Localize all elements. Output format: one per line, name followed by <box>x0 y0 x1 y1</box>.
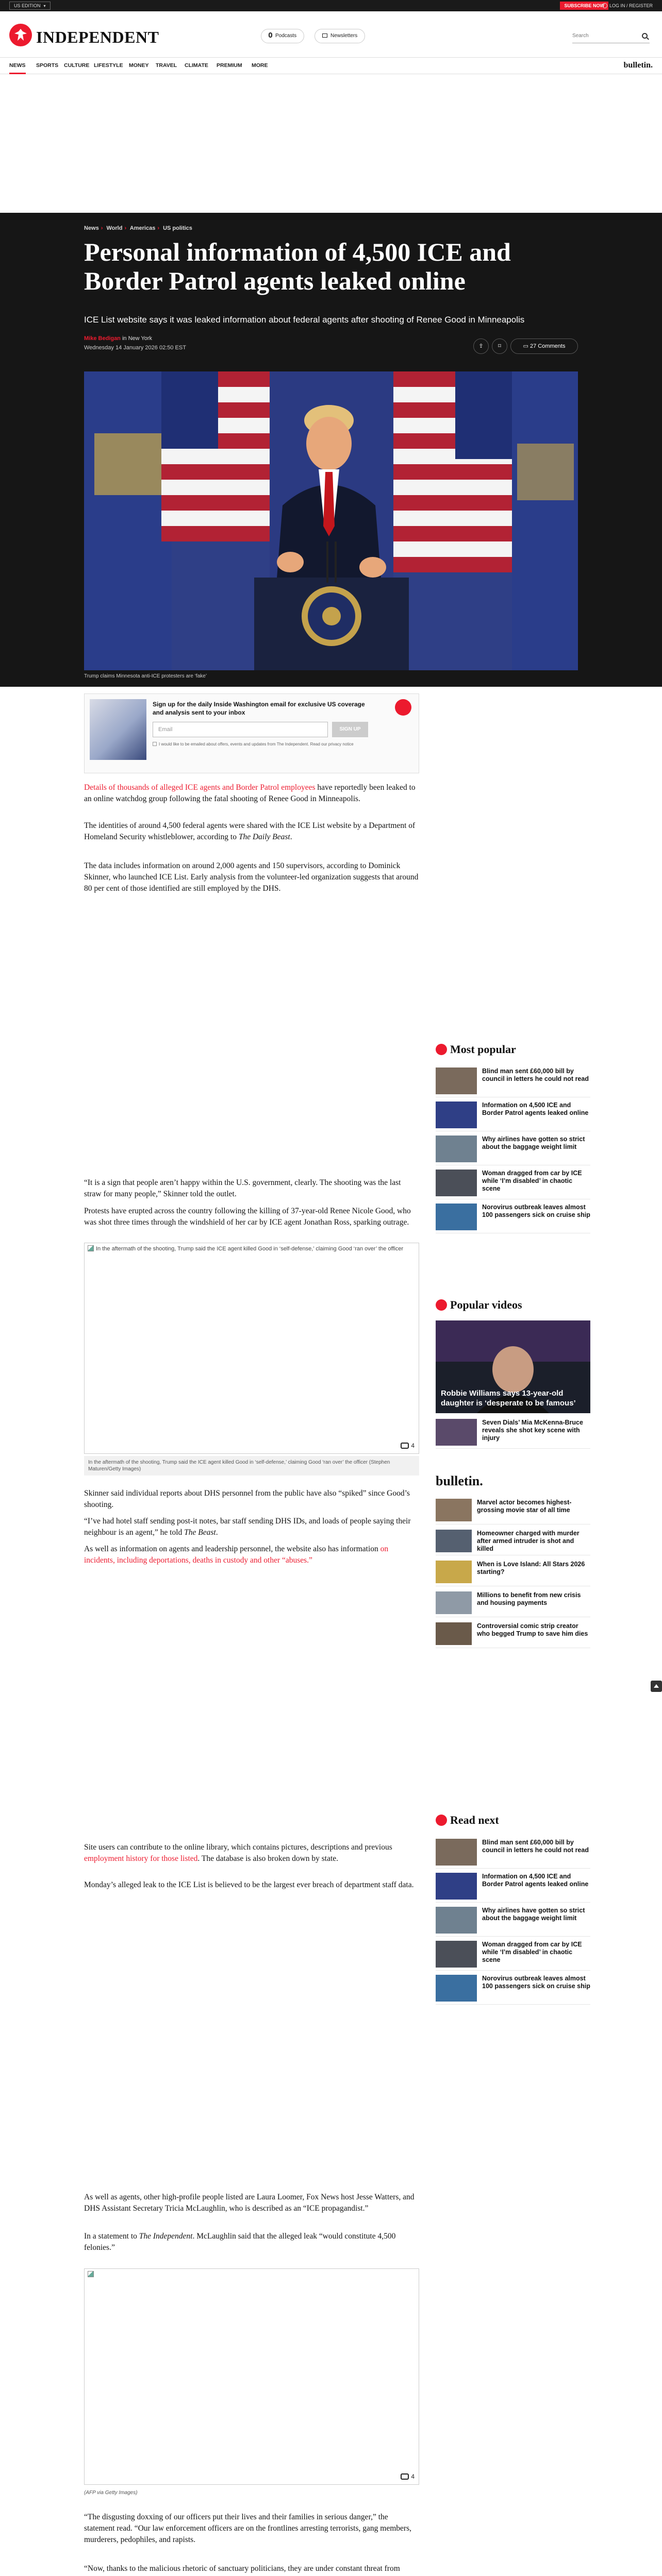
p9-link[interactable]: employment history for those listed <box>84 1854 198 1863</box>
most-popular-title: Most popular <box>450 1043 516 1056</box>
bulletin-heading: bulletin. <box>436 1473 483 1488</box>
site-header <box>0 11 662 58</box>
most-popular-item[interactable] <box>436 1167 590 1199</box>
nav-item-lifestyle[interactable]: LIFESTYLE <box>94 62 123 69</box>
read-next-item[interactable] <box>436 1939 590 1971</box>
popular-videos-title: Popular videos <box>450 1298 522 1311</box>
article-thumbnail <box>436 1204 477 1230</box>
bulletin-link: Marvel actor becomes highest-grossing movie star of all time <box>477 1499 572 1514</box>
user-icon <box>602 3 607 8</box>
signup-button[interactable]: SIGN UP <box>332 722 368 737</box>
eagle-icon <box>395 699 411 716</box>
nav-item-more[interactable]: MORE <box>252 62 268 69</box>
article-hero <box>0 213 662 687</box>
article-paragraph-4: “It is a sign that people aren’t happy within the U.S. government, clearly. The shooting was the last straw for many people,” Skinner told the outlet. <box>84 1178 401 1198</box>
hero-caption: Trump claims Minnesota anti-ICE protesters are ‘fake’ <box>84 673 207 679</box>
most-popular-link: Woman dragged from car by ICE while ‘I’m disabled’ in chaotic scene <box>482 1170 582 1192</box>
p9-rest: The database is also broken down by state. <box>201 1854 339 1863</box>
article-thumbnail <box>436 1561 472 1583</box>
most-popular-link: Information on 4,500 ICE and Border Patrol agents leaked online <box>482 1101 589 1116</box>
breadcrumb-us-politics[interactable]: US politics <box>163 225 192 231</box>
gallery-counter[interactable] <box>401 2473 415 2480</box>
edition-selector[interactable] <box>9 2 51 10</box>
img2-count: 4 <box>411 1442 415 1449</box>
article-paragraph-13: “The disgusting doxxing of our officers put their lives and their families in serious danger,” the statement read. “Our law enforcement officers are on the frontlines arresting terrorists, gang members, murderers, pedophiles, and rapists. <box>84 2513 411 2544</box>
newsletter-signup <box>84 693 419 773</box>
search-input[interactable] <box>572 29 650 43</box>
comments-count: 27 Comments <box>529 343 566 349</box>
article-thumbnail <box>436 1101 477 1128</box>
comments-button[interactable] <box>510 338 578 354</box>
breadcrumb-world[interactable]: World <box>106 225 123 231</box>
eagle-icon <box>436 1815 447 1826</box>
img3-count: 4 <box>411 2473 415 2480</box>
read-next-heading <box>436 1814 499 1827</box>
lead-rest: have reportedly been leaked to an online watchdog group following the fatal shooting of Renee Good in Minneapolis. <box>84 783 416 803</box>
envelope-icon <box>322 33 327 38</box>
page-title: Personal information of 4,500 ICE and Border Patrol agents leaked online <box>84 238 511 295</box>
newsletters-label: Newsletters <box>330 33 358 39</box>
image-alt-text <box>88 1245 403 1252</box>
article-image-2[interactable] <box>84 1243 419 1454</box>
p12-rest: McLaughlin said that the alleged leak “would constitute 4,500 felonies.” <box>84 2232 396 2252</box>
bulletin-item[interactable] <box>436 1497 590 1524</box>
p7-text: “I’ve had hotel staff sending post-it notes, bar staff sending DHS IDs, and loads of people saying their neighbour is an agent,” he told <box>84 1517 411 1537</box>
breadcrumb: News › World › Americas › US politics <box>84 225 192 231</box>
most-popular-link: Why airlines have gotten so strict about the baggage weight limit <box>482 1136 585 1150</box>
email-placeholder: Email <box>158 726 173 733</box>
eagle-icon <box>436 1299 447 1311</box>
read-next-item[interactable] <box>436 1871 590 1903</box>
lead-link[interactable]: Details of thousands of alleged ICE agents and Border Patrol employees <box>84 783 316 792</box>
subscribe-button[interactable]: SUBSCRIBE NOW <box>560 2 608 10</box>
bookmark-icon: ⌑ <box>498 343 501 349</box>
bulletin-item[interactable] <box>436 1558 590 1586</box>
article-paragraph-11: As well as agents, other high-profile people listed are Laura Loomer, Fox News host Jesse Watters, and DHS Assistant Secretary Tricia McLaughlin, who is described as an “ICE propagandist.” <box>84 2193 415 2213</box>
main-nav <box>0 58 662 74</box>
email-field[interactable] <box>153 722 328 737</box>
most-popular-item[interactable] <box>436 1065 590 1097</box>
p9-text: Site users can contribute to the online library, which contains pictures, descriptions and previous <box>84 1843 392 1852</box>
p2-publication: The Daily Beast <box>238 833 290 841</box>
search-placeholder: Search <box>572 33 589 39</box>
bulletin-link: Homeowner charged with murder after armed intruder is shot and killed <box>477 1530 580 1552</box>
nav-item-travel[interactable]: TRAVEL <box>156 62 177 69</box>
podcasts-label: Podcasts <box>275 33 297 39</box>
most-popular-link: Norovirus outbreak leaves almost 100 passengers sick on cruise ship <box>482 1204 590 1218</box>
login-link[interactable] <box>602 2 653 10</box>
most-popular-item[interactable] <box>436 1133 590 1165</box>
broken-image-icon <box>88 1245 94 1251</box>
broken-image-placeholder <box>88 2271 96 2278</box>
article-thumbnail <box>436 1873 477 1900</box>
p8-link[interactable]: on incidents, including deportations, deaths in custody and other “abuses.” <box>84 1545 389 1565</box>
article-paragraph-5: Protests have erupted across the country following the killing of 37-year-old Renee Nicole Good, who was shot three times through the windshield of her car by ICE agent Jonathan Ross, sparking outrage. <box>84 1207 411 1227</box>
bulletin-item[interactable] <box>436 1620 590 1648</box>
article-thumbnail <box>436 1170 477 1196</box>
breadcrumb-news[interactable]: News <box>84 225 99 231</box>
broken-image-icon <box>88 2271 94 2277</box>
consent-checkbox[interactable] <box>153 742 157 746</box>
img2-alt: In the aftermath of the shooting, Trump said the ICE agent killed Good in ‘self-defense,’ claiming Good ‘ran over’ the officer <box>96 1246 404 1252</box>
image-caption: In the aftermath of the shooting, Trump said the ICE agent killed Good in ‘self-defense,’ claiming Good ‘ran over’ the officer (Stephen Maturen/Getty Images) <box>84 1456 419 1476</box>
article-thumbnail <box>436 1907 477 1934</box>
read-next-link: Why airlines have gotten so strict about the baggage weight limit <box>482 1907 585 1922</box>
p7-publication: The Beast <box>184 1528 216 1537</box>
article-thumbnail <box>436 1136 477 1162</box>
byline <box>84 335 152 342</box>
breadcrumb-americas[interactable]: Americas <box>129 225 156 231</box>
nav-item-sports[interactable]: SPORTS <box>36 62 59 69</box>
article-paragraph-3: The data includes information on around 2,000 agents and 150 supervisors, according to Dominick Skinner, who launched ICE List. Early analysis from the volunteer-led organization suggests that around 80 per cent of those identified are still employed by the DHS. <box>84 861 419 893</box>
read-next-item[interactable] <box>436 1905 590 1937</box>
article-paragraph-7: “I’ve had hotel staff sending post-it notes, bar staff sending DHS IDs, and loads of people saying their neighbour is an agent,” he told The Beast. <box>84 1517 411 1537</box>
video-thumbnail <box>436 1419 477 1446</box>
search-icon <box>642 33 648 39</box>
gallery-counter[interactable] <box>401 1442 415 1449</box>
most-popular-link: Blind man sent £60,000 bill by council in letters he could not read <box>482 1067 589 1082</box>
read-next-title: Read next <box>450 1814 499 1826</box>
read-next-item[interactable] <box>436 1837 590 1869</box>
most-popular-item[interactable] <box>436 1099 590 1131</box>
video-title: Robbie Williams says 13-year-old daughter is ‘desperate to be famous’ <box>441 1389 576 1408</box>
camera-icon <box>401 1443 409 1449</box>
article-paragraph-12: In a statement to The Independent. McLaughlin said that the alleged leak “would constitute 4,500 felonies.” <box>84 2232 396 2252</box>
logo-text: INDEPENDENT <box>36 28 159 46</box>
eagle-icon <box>436 1044 447 1055</box>
microphone-icon <box>269 32 272 38</box>
article-thumbnail <box>436 1530 472 1552</box>
most-popular-heading <box>436 1043 516 1056</box>
bookmark-button[interactable] <box>492 338 507 354</box>
article-paragraph-1 <box>84 782 419 805</box>
article-image-3[interactable] <box>84 2268 419 2485</box>
p8-text: As well as information on agents and leadership personnel, the website also has information <box>84 1545 378 1553</box>
p12-text: In a statement to <box>84 2232 137 2241</box>
featured-video[interactable] <box>436 1320 590 1413</box>
newsletter-thumbnail <box>90 699 146 760</box>
read-next-link: Blind man sent £60,000 bill by council in letters he could not read <box>482 1839 589 1854</box>
ad-space <box>0 75 662 213</box>
image-caption: (AFP via Getty Images) <box>84 2486 419 2499</box>
most-popular-item[interactable] <box>436 1201 590 1233</box>
read-next-link: Information on 4,500 ICE and Border Patrol agents leaked online <box>482 1873 589 1888</box>
hero-image[interactable] <box>84 371 578 670</box>
article-thumbnail <box>436 1975 477 2002</box>
newsletter-title: Sign up for the daily Inside Washington email for exclusive US coverage and analysis sent to your inbox <box>153 701 365 716</box>
article-paragraph-14: “Now, thanks to the malicious rhetoric of sanctuary politicians, they are under constant threat from <box>84 2564 400 2573</box>
edition-label: US EDITION <box>14 3 41 8</box>
article-thumbnail <box>436 1622 472 1645</box>
video-item[interactable] <box>436 1417 590 1449</box>
nav-item-climate[interactable]: CLIMATE <box>185 62 208 69</box>
author-link[interactable]: Mike Bedigan <box>84 335 121 342</box>
article-thumbnail <box>436 1591 472 1614</box>
newsletters-button[interactable] <box>315 29 365 43</box>
p12-publication: The Independent <box>139 2232 193 2241</box>
login-label: LOG IN / REGISTER <box>609 3 653 8</box>
nav-item-culture[interactable]: CULTURE <box>64 62 90 69</box>
article-paragraph-8 <box>84 1544 419 1566</box>
publish-date: Wednesday 14 January 2026 02:50 EST <box>84 345 186 351</box>
p2-text: The identities of around 4,500 federal agents were shared with the ICE List website by a Department of Homeland Security whistleblower, according to <box>84 821 416 841</box>
byline-location: in New York <box>122 335 153 342</box>
nav-item-news[interactable]: NEWS <box>9 58 26 74</box>
standfirst: ICE List website says it was leaked information about federal agents after shooting of Renee Good in Minneapolis <box>84 315 525 325</box>
article-thumbnail <box>436 1067 477 1094</box>
popular-videos-heading <box>436 1298 522 1312</box>
article-thumbnail <box>436 1499 472 1521</box>
read-next-link: Norovirus outbreak leaves almost 100 passengers sick on cruise ship <box>482 1975 590 1990</box>
read-next-item[interactable] <box>436 1973 590 2005</box>
camera-icon <box>401 2473 409 2480</box>
article-thumbnail <box>436 1941 477 1968</box>
article-paragraph-2: The identities of around 4,500 federal agents were shared with the ICE List website by a Department of Homeland Security whistleblower, according to The Daily Beast. <box>84 821 416 841</box>
comment-icon: ▭ <box>523 343 530 349</box>
chevron-down-icon: ▾ <box>43 4 46 8</box>
share-icon: ⇪ <box>478 343 484 349</box>
hero-photo-illustration <box>84 371 578 670</box>
article-thumbnail <box>436 1839 477 1866</box>
video-link: Seven Dials’ Mia McKenna-Bruce reveals she shot key scene with injury <box>482 1419 583 1442</box>
newsletter-terms <box>153 741 374 747</box>
top-bar <box>0 0 662 11</box>
eagle-logo-icon <box>9 24 32 46</box>
bulletin-link: Controversial comic strip creator who begged Trump to save him dies <box>477 1622 588 1637</box>
terms-text: I would like to be emailed about offers, events and updates from The Independent. Read our privacy notice <box>159 742 354 747</box>
article-paragraph-9: Site users can contribute to the online library, which contains pictures, descriptions and previous employment history for those listed. The database is also broken down by state. <box>84 1843 392 1863</box>
nav-item-money[interactable]: MONEY <box>129 62 149 69</box>
scroll-to-top-button[interactable] <box>651 1681 662 1692</box>
bulletin-item[interactable] <box>436 1528 590 1555</box>
bulletin-link: When is Love Island: All Stars 2026 starting? <box>477 1561 585 1575</box>
bulletin-link: Millions to benefit from new crisis and housing payments <box>477 1591 581 1606</box>
nav-item-premium[interactable]: PREMIUM <box>217 62 242 69</box>
share-button[interactable] <box>473 338 489 354</box>
article-paragraph-6: Skinner said individual reports about DHS personnel from the public have also “spiked” since Good’s shooting. <box>84 1489 410 1509</box>
read-next-link: Woman dragged from car by ICE while ‘I’m disabled’ in chaotic scene <box>482 1941 582 1963</box>
podcasts-button[interactable] <box>261 29 304 43</box>
article-paragraph-10: Monday’s alleged leak to the ICE List is believed to be the largest ever breach of department staff data. <box>84 1880 414 1889</box>
bulletin-logo[interactable]: bulletin. <box>623 61 653 70</box>
bulletin-item[interactable] <box>436 1589 590 1617</box>
